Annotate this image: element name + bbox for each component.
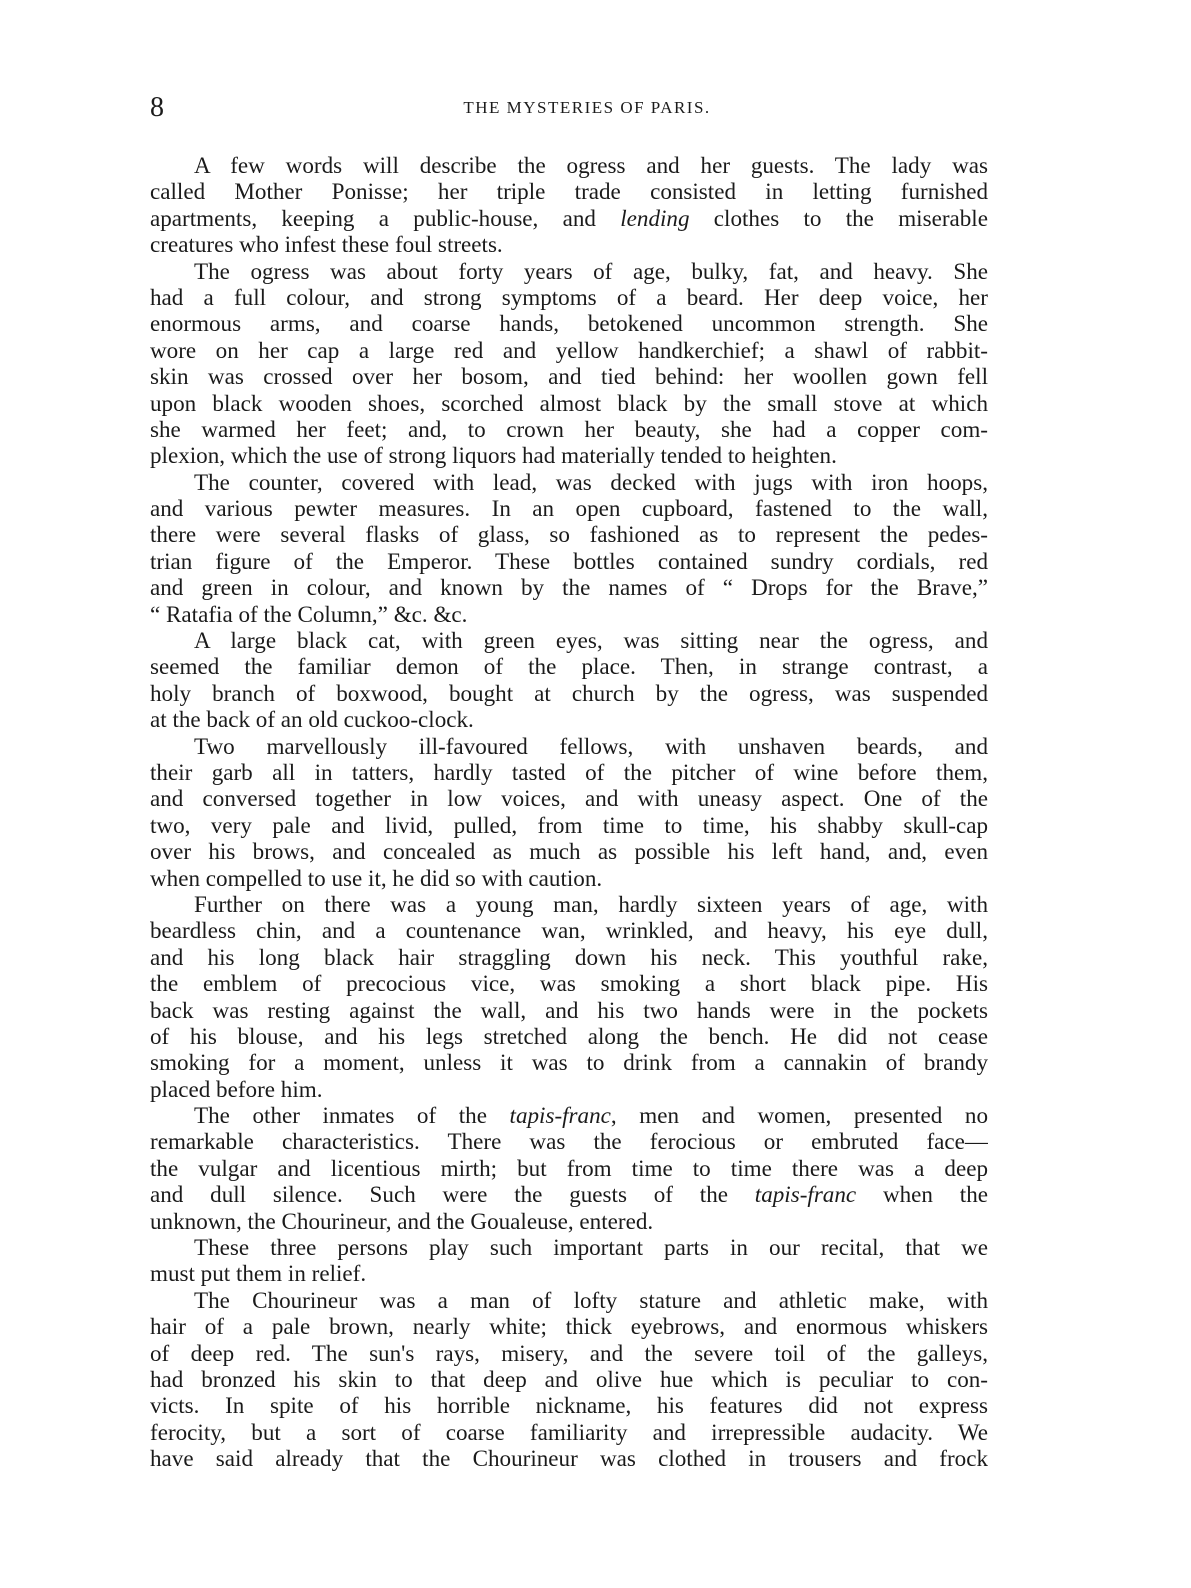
text-line: of deep red. The sun's rays, misery, and the severe toil of the galleys, bbox=[150, 1339, 988, 1366]
text-line: there were several flasks of glass, so fashioned as to represent the pedes- bbox=[150, 521, 988, 548]
text-line: wore on her cap a large red and yellow handkerchief; a shawl of rabbit- bbox=[150, 336, 988, 363]
text-line: have said already that the Chourineur was clothed in trousers and frock bbox=[150, 1445, 988, 1472]
text-line: and green in colour, and known by the names of “ Drops for the Brave,” bbox=[150, 574, 988, 601]
text-line: and dull silence. Such were the guests of the tapis-franc when the bbox=[150, 1181, 988, 1208]
text-line: beardless chin, and a countenance wan, wrinkled, and heavy, his eye dull, bbox=[150, 917, 988, 944]
text-line: the vulgar and licentious mirth; but from time to time there was a deep bbox=[150, 1154, 988, 1181]
running-title: THE MYSTERIES OF PARIS. bbox=[463, 98, 711, 117]
text-line: back was resting against the wall, and his two hands were in the pockets bbox=[150, 996, 988, 1023]
text-line: she warmed her feet; and, to crown her beauty, she had a copper com- bbox=[150, 415, 988, 442]
text-line: must put them in relief. bbox=[150, 1260, 367, 1287]
text-line: holy branch of boxwood, bought at church by the ogress, was suspended bbox=[150, 679, 988, 706]
text-line: hair of a pale brown, nearly white; thick eyebrows, and enormous whiskers bbox=[150, 1313, 988, 1340]
text-line: their garb all in tatters, hardly tasted of the pitcher of wine before them, bbox=[150, 758, 988, 785]
text-line: over his brows, and concealed as much as possible his left hand, and, even bbox=[150, 838, 988, 865]
text-line: when compelled to use it, he did so with caution. bbox=[150, 864, 603, 891]
page-number: 8 bbox=[150, 92, 164, 123]
text-line: Further on there was a young man, hardly sixteen years of age, with bbox=[194, 890, 988, 917]
text-line: two, very pale and livid, pulled, from time to time, his shabby skull-cap bbox=[150, 811, 988, 838]
text-line: unknown, the Chourineur, and the Goualeuse, entered. bbox=[150, 1207, 654, 1234]
text-line: upon black wooden shoes, scorched almost black by the small stove at which bbox=[150, 389, 988, 416]
body-text bbox=[150, 152, 988, 1472]
text-line: and his long black hair straggling down his neck. This youthful rake, bbox=[150, 943, 988, 970]
text-line: These three persons play such important parts in our recital, that we bbox=[194, 1234, 988, 1261]
text-line: A large black cat, with green eyes, was sitting near the ogress, and bbox=[194, 627, 988, 654]
text-line: skin was crossed over her bosom, and tied behind: her woollen gown fell bbox=[150, 363, 988, 390]
text-line: The counter, covered with lead, was decked with jugs with iron hoops, bbox=[194, 468, 988, 495]
text-line: The Chourineur was a man of lofty stature and athletic make, with bbox=[194, 1286, 988, 1313]
text-line: and conversed together in low voices, and with uneasy aspect. One of the bbox=[150, 785, 988, 812]
text-line: had a full colour, and strong symptoms of a beard. Her deep voice, her bbox=[150, 283, 988, 310]
text-line: placed before him. bbox=[150, 1075, 323, 1102]
text-line: seemed the familiar demon of the place. Then, in strange contrast, a bbox=[150, 653, 988, 680]
text-line: “ Ratafia of the Column,” &c. &c. bbox=[150, 600, 468, 627]
text-line: ferocity, but a sort of coarse familiarity and irrepressible audacity. We bbox=[150, 1418, 988, 1445]
text-line: at the back of an old cuckoo-clock. bbox=[150, 706, 474, 733]
text-line: Two marvellously ill-favoured fellows, with unshaven beards, and bbox=[194, 732, 988, 759]
text-line: and various pewter measures. In an open cupboard, fastened to the wall, bbox=[150, 495, 988, 522]
text-line: The other inmates of the tapis-franc, men and women, presented no bbox=[194, 1102, 988, 1129]
text-line: smoking for a moment, unless it was to drink from a cannakin of brandy bbox=[150, 1049, 988, 1076]
text-line: trian figure of the Emperor. These bottles contained sundry cordials, red bbox=[150, 547, 988, 574]
text-line: creatures who infest these foul streets. bbox=[150, 231, 503, 258]
text-line: the emblem of precocious vice, was smoking a short black pipe. His bbox=[150, 970, 988, 997]
text-line: apartments, keeping a public-house, and lending clothes to the miserable bbox=[150, 204, 988, 231]
page-header bbox=[150, 93, 1000, 123]
text-line: plexion, which the use of strong liquors had materially tended to heighten. bbox=[150, 442, 837, 469]
text-line: A few words will describe the ogress and her guests. The lady was bbox=[194, 152, 988, 178]
text-line: had bronzed his skin to that deep and olive hue which is peculiar to con- bbox=[150, 1365, 988, 1392]
text-line: remarkable characteristics. There was the ferocious or embruted face— bbox=[150, 1128, 988, 1155]
text-line: of his blouse, and his legs stretched along the bench. He did not cease bbox=[150, 1022, 988, 1049]
text-line: called Mother Ponisse; her triple trade consisted in letting furnished bbox=[150, 178, 988, 205]
text-line: The ogress was about forty years of age, bulky, fat, and heavy. She bbox=[194, 257, 988, 284]
text-line: enormous arms, and coarse hands, betokened uncommon strength. She bbox=[150, 310, 988, 337]
text-line: victs. In spite of his horrible nickname, his features did not express bbox=[150, 1392, 988, 1419]
